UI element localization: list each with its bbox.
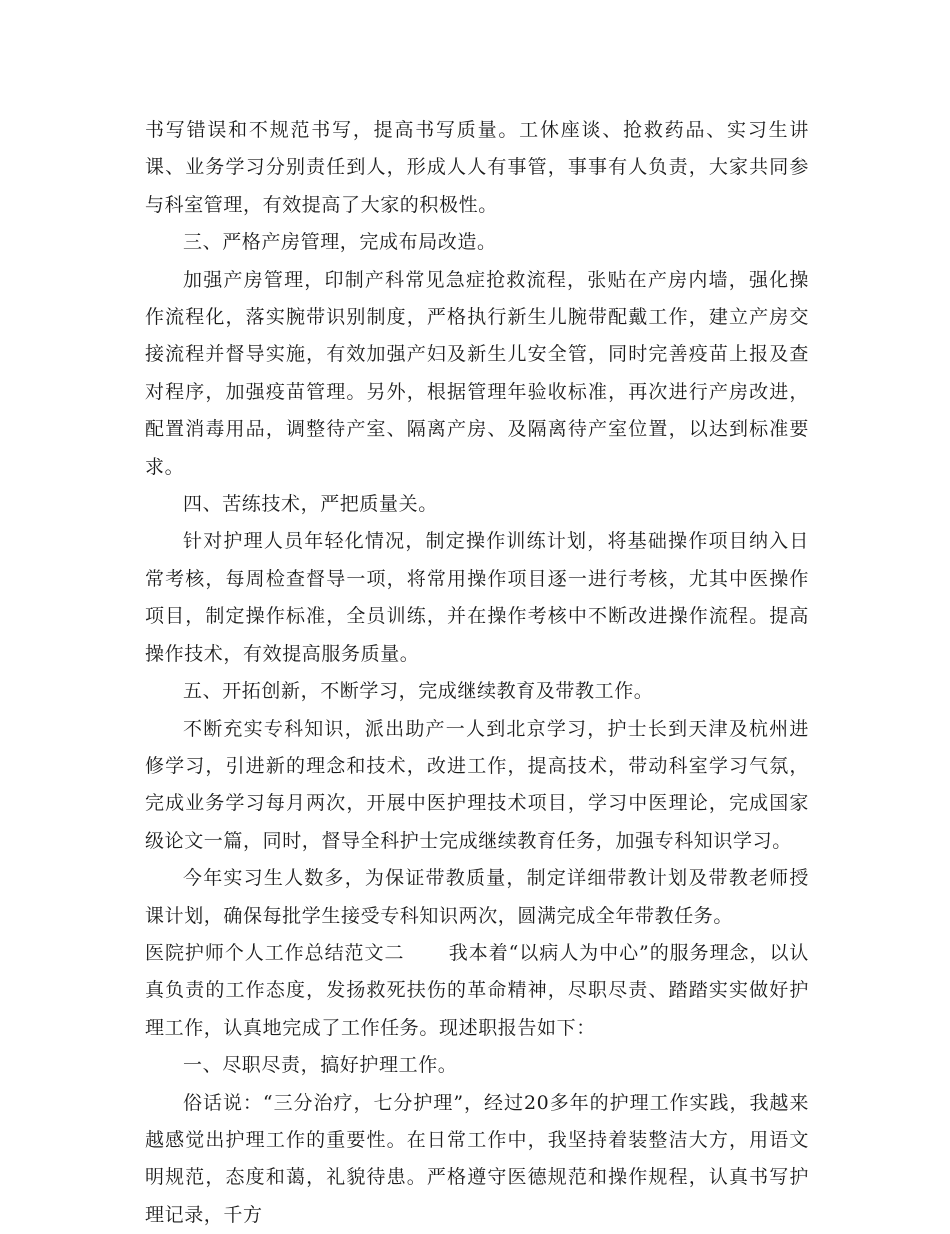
paragraph-1: 书写错误和不规范书写，提高书写质量。工休座谈、抢救药品、实习生讲课、业务学习分别责任到人，形成人人有事管，事事有人负责，大家共同参与科室管理，有效提高了大家的积极性。 (145, 119, 809, 216)
section-2-block (145, 935, 809, 1047)
section-2-intro: 我本着“以病人为中心”的服务理念，以认真负责的工作态度，发扬救死扶伤的革命精神，尽职尽责、踏踏实实做好护理工作，认真地完成了工作任务。现述职报告如下： (145, 941, 809, 1039)
paragraph-3: 加强产房管理，印制产科常见急症抢救流程，张贴在产房内墙，强化操作流程化，落实腕带识别制度，严格执行新生儿腕带配戴工作，建立产房交接流程并督导实施，有效加强产妇及新生儿安全管，同时完善疫苗上报及查对程序，加强疫苗管理。另外，根据管理年验收标准，再次进行产房改进，配置消毒用品，调整待产室、隔离产房、及隔离待产室位置，以达到标准要求。 (145, 268, 809, 478)
document-page (145, 112, 809, 1234)
heading-section-3: 三、严格产房管理，完成布局改造。 (183, 231, 497, 254)
heading-section-5: 五、开拓创新，不断学习，完成继续教育及带教工作。 (183, 680, 654, 703)
heading-section-2-1: 一、尽职尽责，搞好护理工作。 (183, 1054, 458, 1077)
paragraph-5: 针对护理人员年轻化情况，制定操作训练计划，将基础操作项目纳入日常考核，每周检查督导一项，将常用操作项目逐一进行考核，尤其中医操作项目，制定操作标准，全员训练，并在操作考核中不断改进操作流程。提高操作技术，有效提高服务质量。 (145, 530, 809, 665)
paragraph-8: 今年实习生人数多，为保证带教质量，制定详细带教计划及带教老师授课计划，确保每批学生接受专科知识两次，圆满完成全年带教任务。 (145, 867, 809, 927)
heading-section-4: 四、苦练技术，严把质量关。 (183, 493, 438, 516)
paragraph-7: 不断充实专科知识，派出助产一人到北京学习，护士长到天津及杭州进修学习，引进新的理念和技术，改进工作，提高技术，带动科室学习气氛，完成业务学习每月两次，开展中医护理技术项目，学习中医理论，完成国家级论文一篇，同时，督导全科护士完成继续教育任务，加强专科知识学习。 (145, 717, 809, 852)
section-2-title: 医院护师个人工作总结范文二 (145, 941, 405, 964)
paragraph-11: 俗话说：“三分治疗，七分护理”，经过20多年的护理工作实践，我越来越感觉出护理工作的重要性。在日常工作中，我坚持着装整洁大方，用语文明规范，态度和蔼，礼貌待患。严格遵守医德规范和操作规程，认真书写护理记录，千方 (145, 1091, 809, 1226)
